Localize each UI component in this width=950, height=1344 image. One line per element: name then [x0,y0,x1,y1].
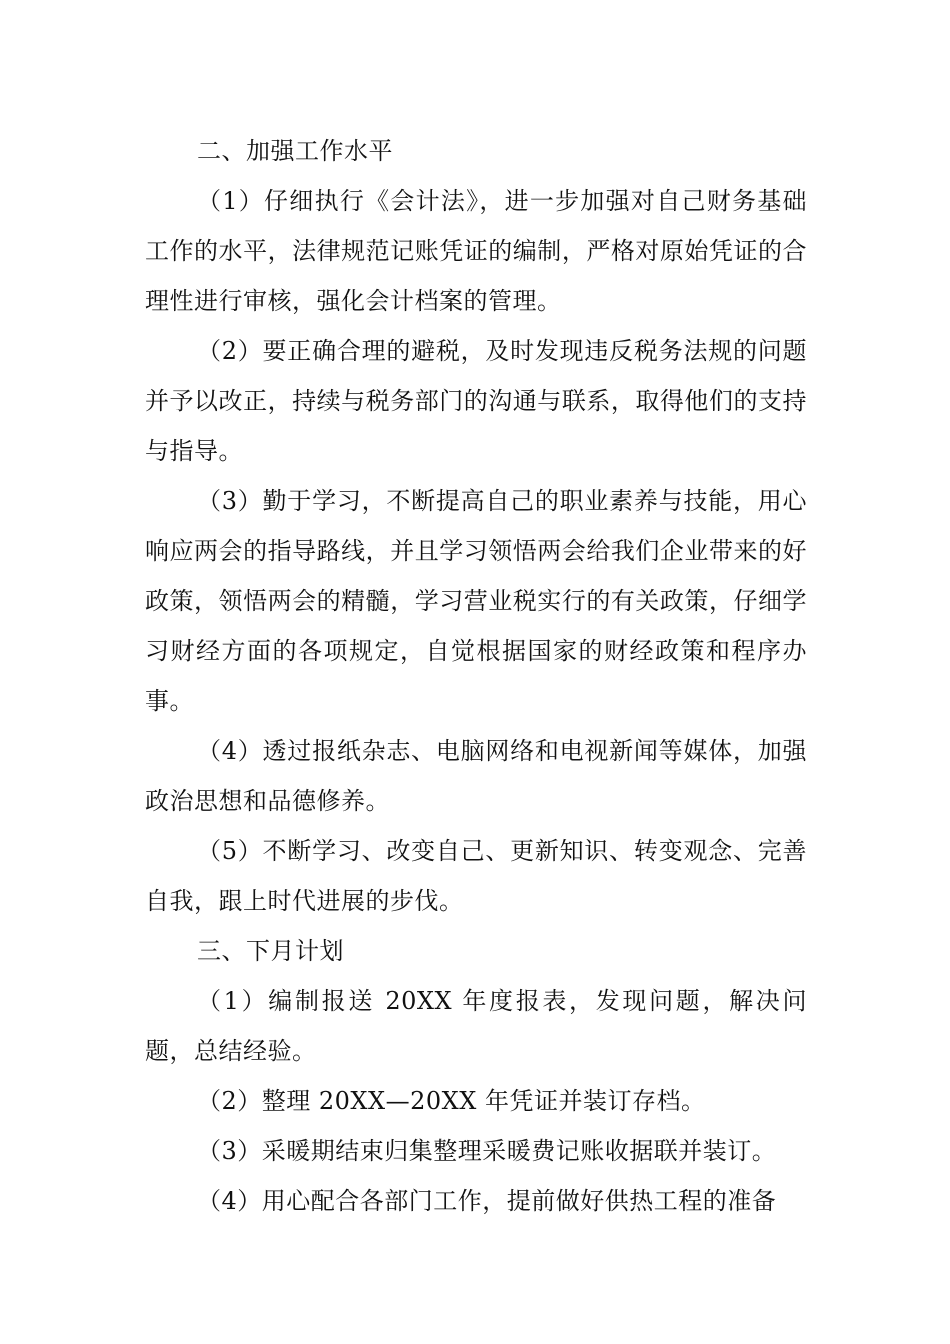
document-body [145,126,807,1226]
paragraph: （2）整理 20XX—20XX 年凭证并装订存档。 [197,1087,706,1115]
section-heading: 三、下月计划 [197,937,344,965]
paragraph: （5）不断学习、改变自己、更新知识、转变观念、完善自我，跟上时代进展的步伐。 [145,837,807,915]
paragraph: （1）编制报送 20XX 年度报表，发现问题，解决问题，总结经验。 [145,987,807,1065]
paragraph: （1）仔细执行《会计法》，进一步加强对自己财务基础工作的水平，法律规范记账凭证的编制，严格对原始凭证的合理性进行审核，强化会计档案的管理。 [145,187,807,315]
paragraph: （4）透过报纸杂志、电脑网络和电视新闻等媒体，加强政治思想和品德修养。 [145,737,807,815]
section-heading: 二、加强工作水平 [197,137,393,165]
paragraph: （4）用心配合各部门工作，提前做好供热工程的准备 [197,1187,777,1215]
paragraph: （3）勤于学习，不断提高自己的职业素养与技能，用心响应两会的指导路线，并且学习领悟两会给我们企业带来的好政策，领悟两会的精髓，学习营业税实行的有关政策，仔细学习财经方面的各项规定，自觉根据国家的财经政策和程序办事。 [145,487,807,715]
paragraph: （2）要正确合理的避税，及时发现违反税务法规的问题并予以改正，持续与税务部门的沟通与联系，取得他们的支持与指导。 [145,337,807,465]
paragraph: （3）采暖期结束归集整理采暖费记账收据联并装订。 [197,1137,777,1165]
